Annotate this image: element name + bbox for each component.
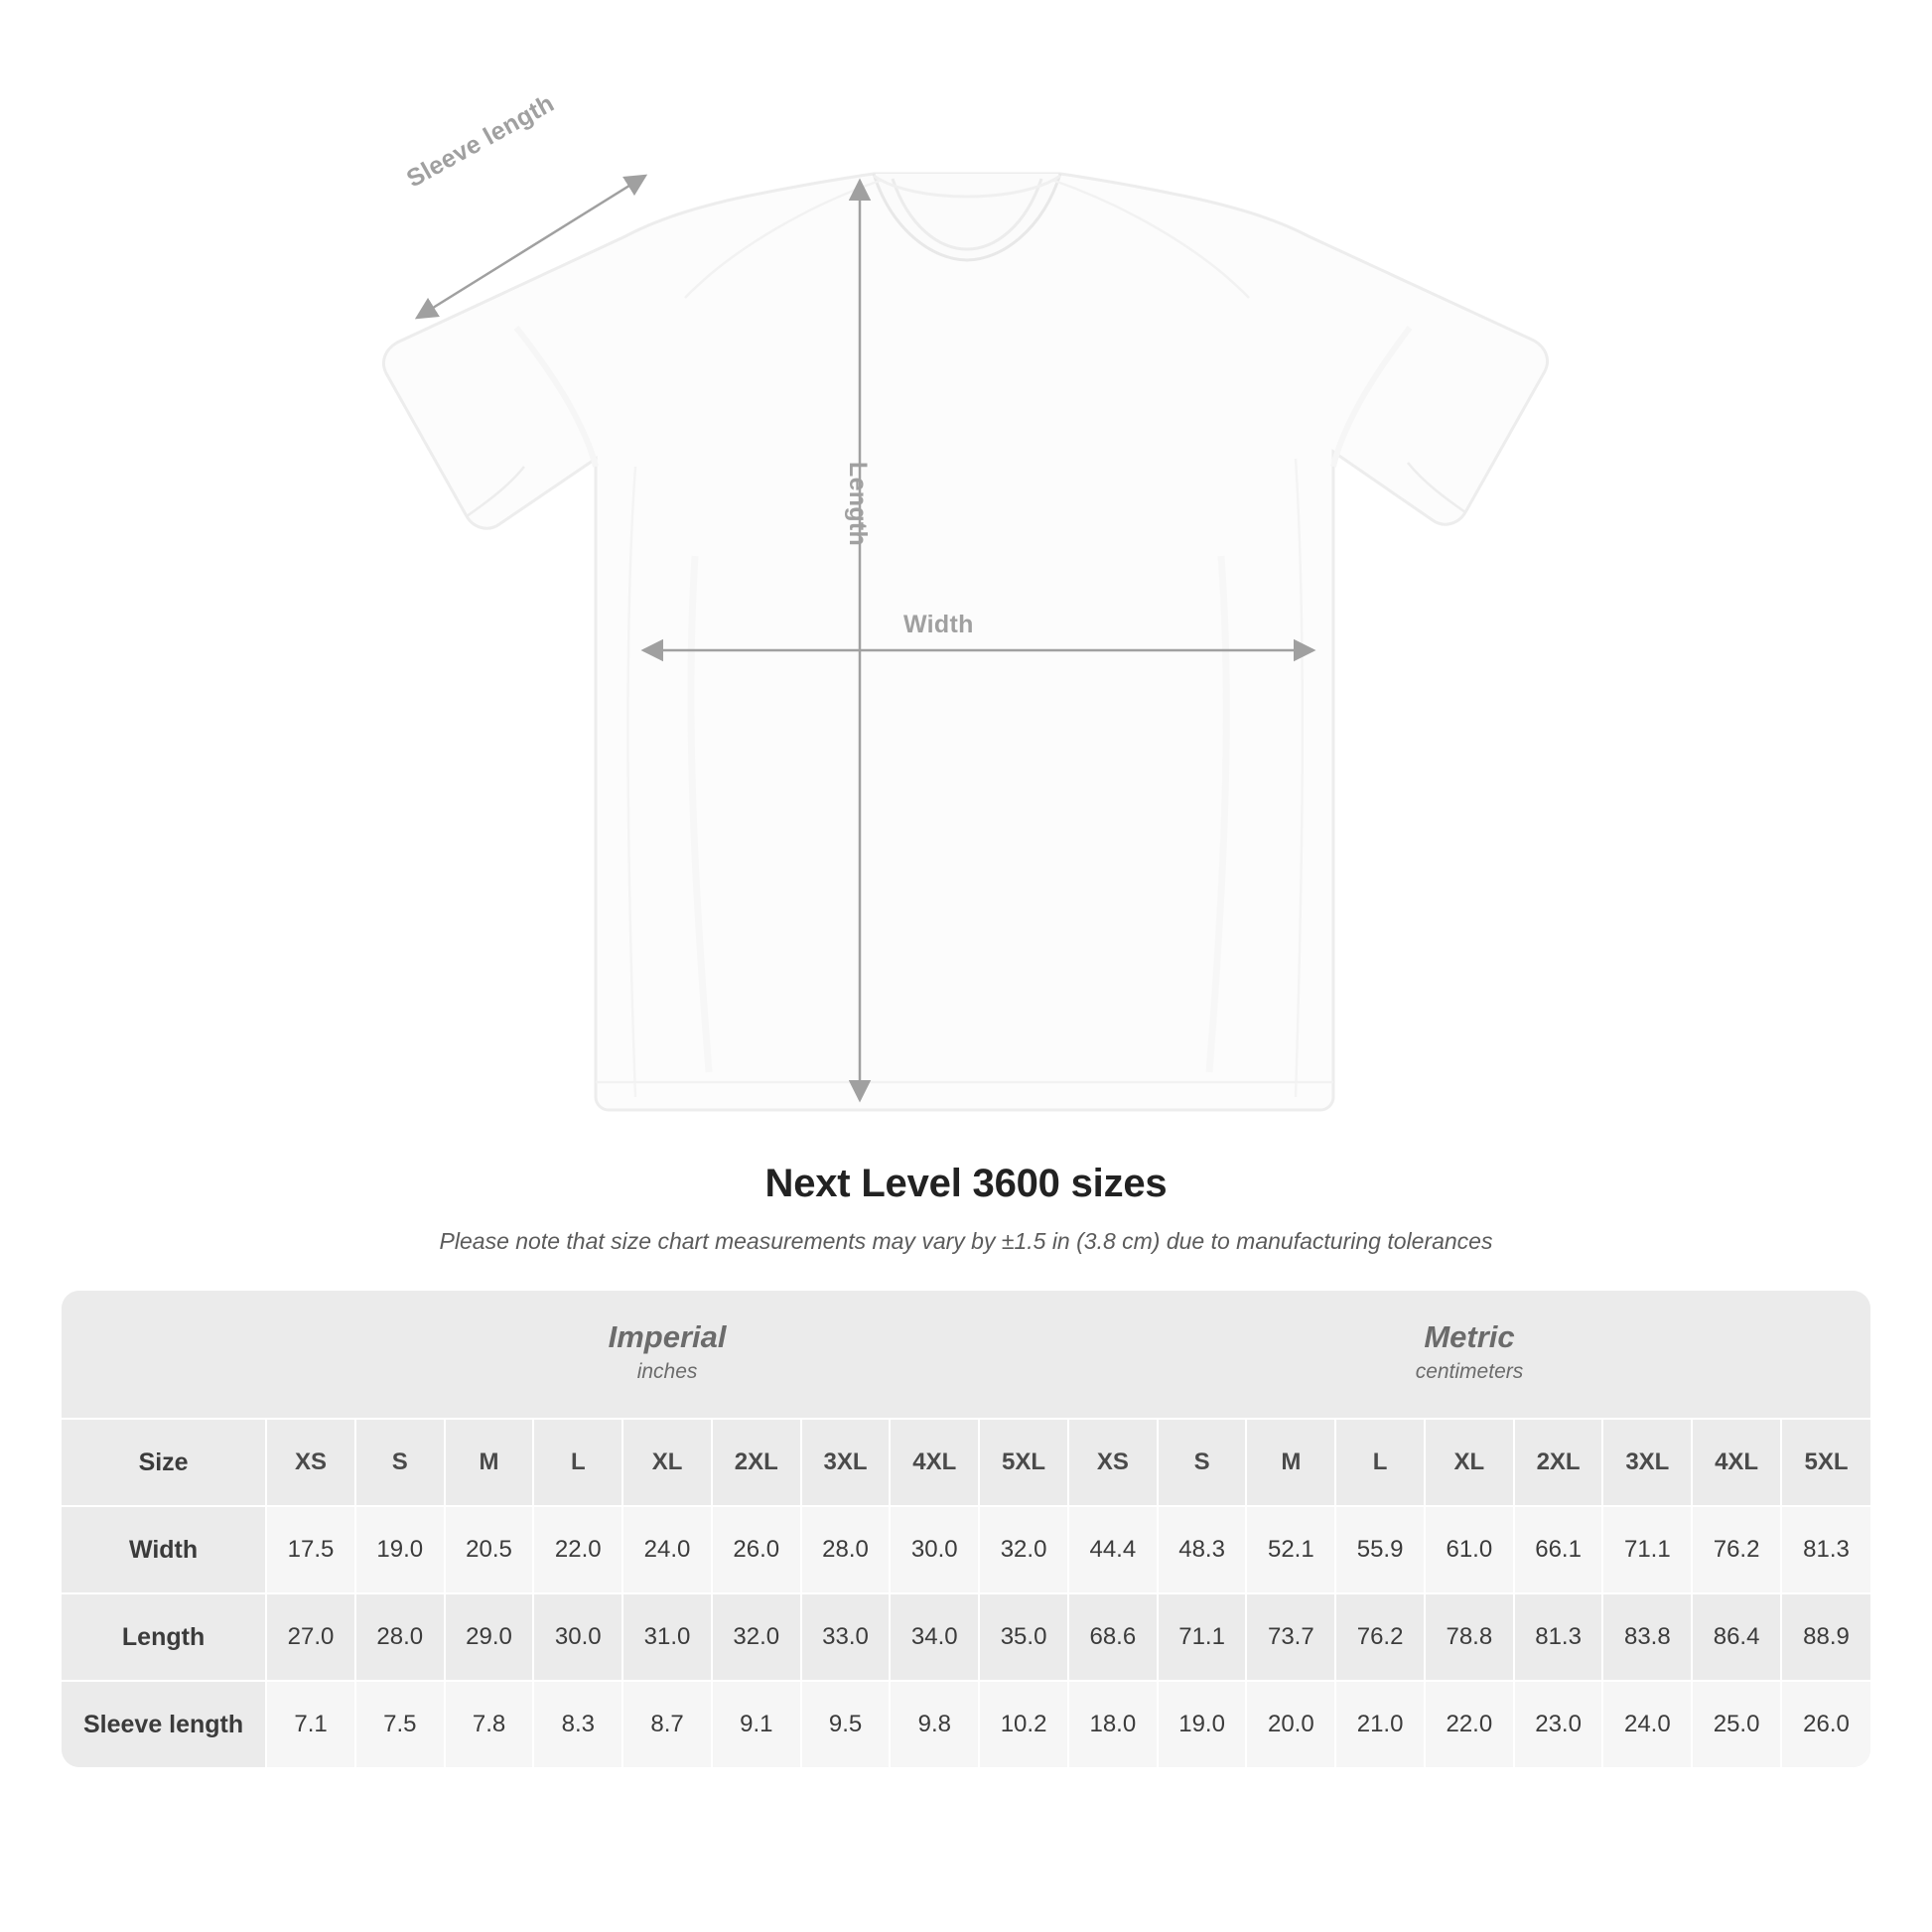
row-label-width: Width — [62, 1506, 266, 1593]
unit-group-metric-name: Metric — [1424, 1319, 1515, 1355]
cell-width-metric-3xl: 71.1 — [1602, 1506, 1692, 1593]
size-header-imperial-m: M — [445, 1419, 534, 1506]
cell-width-metric-l: 55.9 — [1335, 1506, 1425, 1593]
cell-sleeve-imperial-3xl: 9.5 — [801, 1681, 891, 1767]
cell-sleeve-metric-5xl: 26.0 — [1781, 1681, 1870, 1767]
cell-width-imperial-s: 19.0 — [355, 1506, 445, 1593]
row-label-sleeve-length: Sleeve length — [62, 1681, 266, 1767]
size-header-metric-xs: XS — [1068, 1419, 1158, 1506]
size-header-imperial-3xl: 3XL — [801, 1419, 891, 1506]
cell-length-metric-xl: 78.8 — [1425, 1593, 1514, 1681]
cell-length-imperial-xs: 27.0 — [266, 1593, 355, 1681]
title-block — [0, 1162, 1932, 1255]
cell-width-imperial-2xl: 26.0 — [712, 1506, 801, 1593]
cell-sleeve-imperial-s: 7.5 — [355, 1681, 445, 1767]
cell-width-imperial-3xl: 28.0 — [801, 1506, 891, 1593]
cell-sleeve-metric-xs: 18.0 — [1068, 1681, 1158, 1767]
cell-sleeve-imperial-xs: 7.1 — [266, 1681, 355, 1767]
unit-group-row — [62, 1291, 1870, 1419]
size-header-imperial-xl: XL — [622, 1419, 712, 1506]
unit-group-spacer — [62, 1291, 266, 1419]
size-header-metric-s: S — [1158, 1419, 1247, 1506]
cell-length-imperial-xl: 31.0 — [622, 1593, 712, 1681]
cell-length-metric-3xl: 83.8 — [1602, 1593, 1692, 1681]
size-header-imperial-4xl: 4XL — [890, 1419, 979, 1506]
cell-sleeve-metric-l: 21.0 — [1335, 1681, 1425, 1767]
size-header-metric-l: L — [1335, 1419, 1425, 1506]
size-header-metric-4xl: 4XL — [1692, 1419, 1781, 1506]
size-table-container — [62, 1291, 1870, 1767]
size-header-imperial-l: L — [533, 1419, 622, 1506]
cell-width-imperial-xl: 24.0 — [622, 1506, 712, 1593]
cell-length-metric-4xl: 86.4 — [1692, 1593, 1781, 1681]
size-header-imperial-s: S — [355, 1419, 445, 1506]
table-row — [62, 1593, 1870, 1681]
cell-length-metric-s: 71.1 — [1158, 1593, 1247, 1681]
unit-group-imperial — [266, 1291, 1068, 1419]
cell-sleeve-metric-4xl: 25.0 — [1692, 1681, 1781, 1767]
cell-sleeve-imperial-4xl: 9.8 — [890, 1681, 979, 1767]
cell-sleeve-metric-m: 20.0 — [1246, 1681, 1335, 1767]
table-row — [62, 1506, 1870, 1593]
cell-width-metric-2xl: 66.1 — [1514, 1506, 1603, 1593]
cell-sleeve-metric-s: 19.0 — [1158, 1681, 1247, 1767]
table-row — [62, 1681, 1870, 1767]
unit-group-metric-sub: centimeters — [1415, 1360, 1524, 1384]
cell-width-imperial-4xl: 30.0 — [890, 1506, 979, 1593]
cell-length-metric-5xl: 88.9 — [1781, 1593, 1870, 1681]
unit-group-imperial-sub: inches — [636, 1360, 698, 1384]
size-header-imperial-xs: XS — [266, 1419, 355, 1506]
cell-length-imperial-2xl: 32.0 — [712, 1593, 801, 1681]
page-title: Next Level 3600 sizes — [764, 1162, 1168, 1205]
cell-sleeve-imperial-xl: 8.7 — [622, 1681, 712, 1767]
unit-group-imperial-name: Imperial — [608, 1319, 727, 1355]
size-header-imperial-2xl: 2XL — [712, 1419, 801, 1506]
cell-sleeve-imperial-5xl: 10.2 — [979, 1681, 1068, 1767]
cell-width-imperial-xs: 17.5 — [266, 1506, 355, 1593]
cell-width-metric-xs: 44.4 — [1068, 1506, 1158, 1593]
cell-width-metric-5xl: 81.3 — [1781, 1506, 1870, 1593]
cell-sleeve-imperial-l: 8.3 — [533, 1681, 622, 1767]
cell-length-imperial-s: 28.0 — [355, 1593, 445, 1681]
width-label: Width — [903, 611, 974, 638]
size-header-imperial-5xl: 5XL — [979, 1419, 1068, 1506]
size-table — [62, 1291, 1870, 1767]
length-label: Length — [844, 462, 872, 547]
cell-width-imperial-m: 20.5 — [445, 1506, 534, 1593]
cell-length-imperial-3xl: 33.0 — [801, 1593, 891, 1681]
cell-length-imperial-m: 29.0 — [445, 1593, 534, 1681]
cell-width-metric-s: 48.3 — [1158, 1506, 1247, 1593]
cell-length-metric-l: 76.2 — [1335, 1593, 1425, 1681]
size-header-label: Size — [62, 1419, 266, 1506]
cell-length-metric-m: 73.7 — [1246, 1593, 1335, 1681]
cell-width-metric-m: 52.1 — [1246, 1506, 1335, 1593]
cell-length-metric-xs: 68.6 — [1068, 1593, 1158, 1681]
cell-length-imperial-l: 30.0 — [533, 1593, 622, 1681]
tolerance-note: Please note that size chart measurements may vary by ±1.5 in (3.8 cm) due to manufacturing tolerances — [439, 1228, 1493, 1254]
cell-sleeve-metric-3xl: 24.0 — [1602, 1681, 1692, 1767]
cell-width-metric-xl: 61.0 — [1425, 1506, 1514, 1593]
cell-sleeve-metric-2xl: 23.0 — [1514, 1681, 1603, 1767]
cell-width-imperial-5xl: 32.0 — [979, 1506, 1068, 1593]
cell-length-imperial-4xl: 34.0 — [890, 1593, 979, 1681]
size-header-metric-m: M — [1246, 1419, 1335, 1506]
cell-width-metric-4xl: 76.2 — [1692, 1506, 1781, 1593]
cell-length-imperial-5xl: 35.0 — [979, 1593, 1068, 1681]
size-header-metric-5xl: 5XL — [1781, 1419, 1870, 1506]
cell-width-imperial-l: 22.0 — [533, 1506, 622, 1593]
size-header-row — [62, 1419, 1870, 1506]
cell-length-metric-2xl: 81.3 — [1514, 1593, 1603, 1681]
row-label-length: Length — [62, 1593, 266, 1681]
unit-group-metric — [1068, 1291, 1870, 1419]
size-header-metric-2xl: 2XL — [1514, 1419, 1603, 1506]
cell-sleeve-imperial-m: 7.8 — [445, 1681, 534, 1767]
sleeve-length-label: Sleeve length — [402, 88, 559, 194]
cell-sleeve-metric-xl: 22.0 — [1425, 1681, 1514, 1767]
size-header-metric-3xl: 3XL — [1602, 1419, 1692, 1506]
size-header-metric-xl: XL — [1425, 1419, 1514, 1506]
cell-sleeve-imperial-2xl: 9.1 — [712, 1681, 801, 1767]
